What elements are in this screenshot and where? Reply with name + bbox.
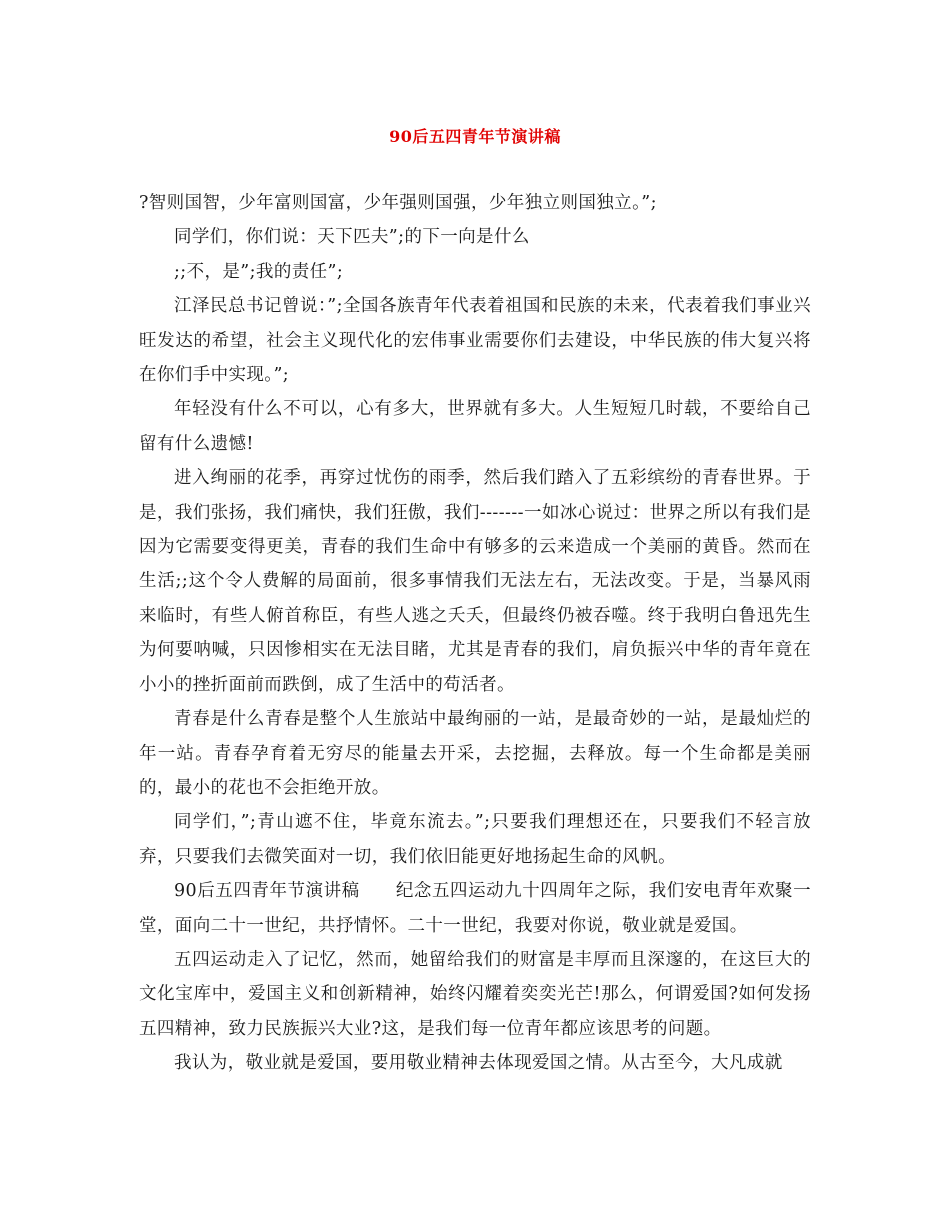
paragraph: 进入绚丽的花季，再穿过忧伤的雨季，然后我们踏入了五彩缤纷的青春世界。于是，我们张扬，我们痛快，我们狂傲，我们-------一如冰心说过：世界之所以有我们是因为它需要变得更美，青春的我们生命中有够多的云来造成一个美丽的黄昏。然而在生活;;这个令人费解的局面前，很多事情我们无法左右，无法改变。于是，当暴风雨来临时，有些人俯首称臣，有些人逃之夭夭，但最终仍被吞噬。终于我明白鲁迅先生为何要呐喊，只因惨相实在无法目睹，尤其是青春的我们，肩负振兴中华的青年竟在小小的挫折面前而跌倒，成了生活中的苟活者。 bbox=[139, 468, 811, 695]
paragraph: 我认为，敬业就是爱国，要用敬业精神去体现爱国之情。从古至今，大凡成就 bbox=[174, 1053, 783, 1074]
paragraph: 年轻没有什么不可以，心有多大，世界就有多大。人生短短几时载，不要给自己留有什么遗憾! bbox=[139, 399, 811, 454]
document-body bbox=[139, 186, 811, 1081]
paragraph: 同学们，你们说：天下匹夫”;的下一向是什么 bbox=[174, 227, 530, 248]
paragraph: ;;不，是”;我的责任”; bbox=[174, 261, 344, 282]
document-title: 90后五四青年节演讲稿 bbox=[389, 127, 561, 146]
paragraph: 五四运动走入了记忆，然而，她留给我们的财富是丰厚而且深邃的，在这巨大的文化宝库中，爱国主义和创新精神，始终闪耀着奕奕光芒!那么，何谓爱国?如何发扬五四精神，致力民族振兴大业?这，是我们每一位青年都应该思考的问题。 bbox=[139, 949, 811, 1039]
paragraph: 青春是什么青春是整个人生旅站中最绚丽的一站，是最奇妙的一站，是最灿烂的年一站。青春孕育着无穷尽的能量去开采，去挖掘，去释放。每一个生命都是美丽的，最小的花也不会拒绝开放。 bbox=[139, 709, 811, 798]
paragraph: 90后五四青年节演讲稿 纪念五四运动九十四周年之际，我们安电青年欢聚一堂，面向二十一世纪，共抒情怀。二十一世纪，我要对你说，敬业就是爱国。 bbox=[139, 881, 811, 936]
paragraph: 同学们，”;青山遮不住，毕竟东流去。”;只要我们理想还在，只要我们不轻言放弃，只要我们去微笑面对一切，我们依旧能更好地扬起生命的风帆。 bbox=[139, 812, 811, 867]
paragraph: ?智则国智，少年富则国富，少年强则国强，少年独立则国独立。”; bbox=[139, 193, 657, 213]
paragraph: 江泽民总书记曾说：”;全国各族青年代表着祖国和民族的未来，代表着我们事业兴旺发达的希望，社会主义现代化的宏伟事业需要你们去建设，中华民族的伟大复兴将在你们手中实现。”; bbox=[139, 296, 811, 386]
